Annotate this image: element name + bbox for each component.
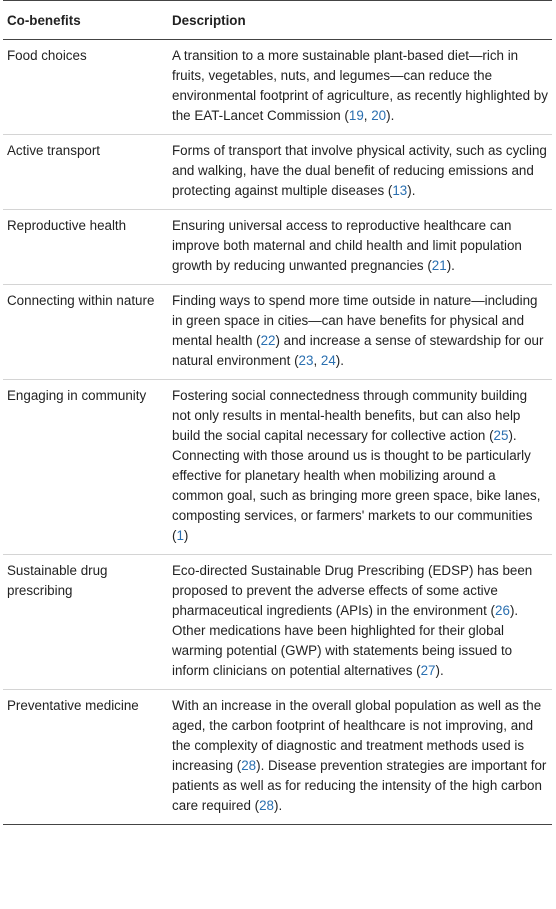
cobenefit-cell: Preventative medicine bbox=[3, 690, 168, 825]
cobenefit-cell: Food choices bbox=[3, 40, 168, 135]
reference-link[interactable]: 19 bbox=[348, 108, 364, 123]
header-description: Description bbox=[168, 1, 552, 40]
description-cell bbox=[168, 40, 552, 135]
table-body bbox=[3, 40, 552, 825]
description-cell bbox=[168, 555, 552, 690]
description-text: Forms of transport that involve physical activity, such as cycling and walking, have the dual benefit of reducing emissions and protecting against multiple diseases ( bbox=[172, 143, 547, 198]
reference-link[interactable]: 27 bbox=[420, 663, 436, 678]
description-text: A transition to a more sustainable plant-based diet—rich in fruits, vegetables, nuts, and legumes—can reduce the environmental footprint of agriculture, as recently highlighted by the EAT-Lancet Commission ( bbox=[172, 48, 548, 123]
description-text: Eco-directed Sustainable Drug Prescribing (EDSP) has been proposed to prevent the adverse effects of some active pharmaceutical ingredients (APIs) in the environment ( bbox=[172, 563, 533, 618]
table-row bbox=[3, 690, 552, 825]
reference-link[interactable]: 25 bbox=[493, 428, 509, 443]
description-text: ). Connecting with those around us is thought to be particularly effective for planetary health when mobilizing around a common goal, such as bringing more green space, bike lanes, composting services, or farmers' markets to our communities ( bbox=[172, 428, 541, 543]
table-row bbox=[3, 135, 552, 210]
reference-link[interactable]: 26 bbox=[495, 603, 510, 618]
description-text: ). bbox=[274, 798, 283, 813]
reference-link[interactable]: 24 bbox=[320, 353, 336, 368]
description-text: , bbox=[363, 108, 372, 123]
description-text: ). bbox=[446, 258, 455, 273]
description-cell bbox=[168, 690, 552, 825]
cobenefit-cell: Engaging in community bbox=[3, 380, 168, 555]
description-text: ) and increase a sense of stewardship for our natural environment ( bbox=[172, 333, 544, 368]
description-text: ). bbox=[386, 108, 395, 123]
description-text: Fostering social connectedness through community building not only results in mental-health benefits, but can also help build the social capital necessary for collective action ( bbox=[172, 388, 528, 443]
description-cell bbox=[168, 380, 552, 555]
reference-link[interactable]: 20 bbox=[371, 108, 387, 123]
cobenefit-cell: Active transport bbox=[3, 135, 168, 210]
description-text: , bbox=[313, 353, 321, 368]
table-row bbox=[3, 210, 552, 285]
description-text: ). Other medications have been highlighted for their global warming potential (GWP) with statements being issued to inform clinicians on potential alternatives ( bbox=[172, 603, 519, 678]
table-row bbox=[3, 555, 552, 690]
table-row bbox=[3, 380, 552, 555]
cobenefit-cell: Sustainable drug prescribing bbox=[3, 555, 168, 690]
description-cell bbox=[168, 285, 552, 380]
header-cobenefits: Co-benefits bbox=[3, 1, 168, 40]
description-text: Finding ways to spend more time outside in nature—including in green space in cities—can have benefits for physical and mental health ( bbox=[172, 293, 538, 348]
reference-link[interactable]: 28 bbox=[241, 758, 257, 773]
table-row bbox=[3, 40, 552, 135]
description-cell bbox=[168, 210, 552, 285]
reference-link[interactable]: 21 bbox=[431, 258, 447, 273]
description-text: ) bbox=[183, 528, 189, 543]
reference-link[interactable]: 23 bbox=[298, 353, 314, 368]
cobenefit-cell: Reproductive health bbox=[3, 210, 168, 285]
description-text: Ensuring universal access to reproductive healthcare can improve both maternal and child health and limit population growth by reducing unwanted pregnancies ( bbox=[172, 218, 522, 273]
reference-link[interactable]: 28 bbox=[259, 798, 274, 813]
cobenefits-table bbox=[3, 0, 552, 825]
description-text: With an increase in the overall global population as well as the aged, the carbon footprint of healthcare is not improving, and the complexity of diagnostic and treatment methods used is increasing ( bbox=[172, 698, 542, 773]
reference-link[interactable]: 22 bbox=[260, 333, 276, 348]
description-cell bbox=[168, 135, 552, 210]
description-text: ). bbox=[335, 353, 344, 368]
cobenefit-cell: Connecting within nature bbox=[3, 285, 168, 380]
table-row bbox=[3, 285, 552, 380]
description-text: ). Disease prevention strategies are important for patients as well as for reducing the intensity of the high carbon care required ( bbox=[172, 758, 547, 813]
reference-link[interactable]: 13 bbox=[392, 183, 408, 198]
description-text: ). bbox=[435, 663, 444, 678]
description-text: ). bbox=[407, 183, 416, 198]
table-header-row bbox=[3, 1, 552, 40]
reference-link[interactable]: 1 bbox=[176, 528, 184, 543]
